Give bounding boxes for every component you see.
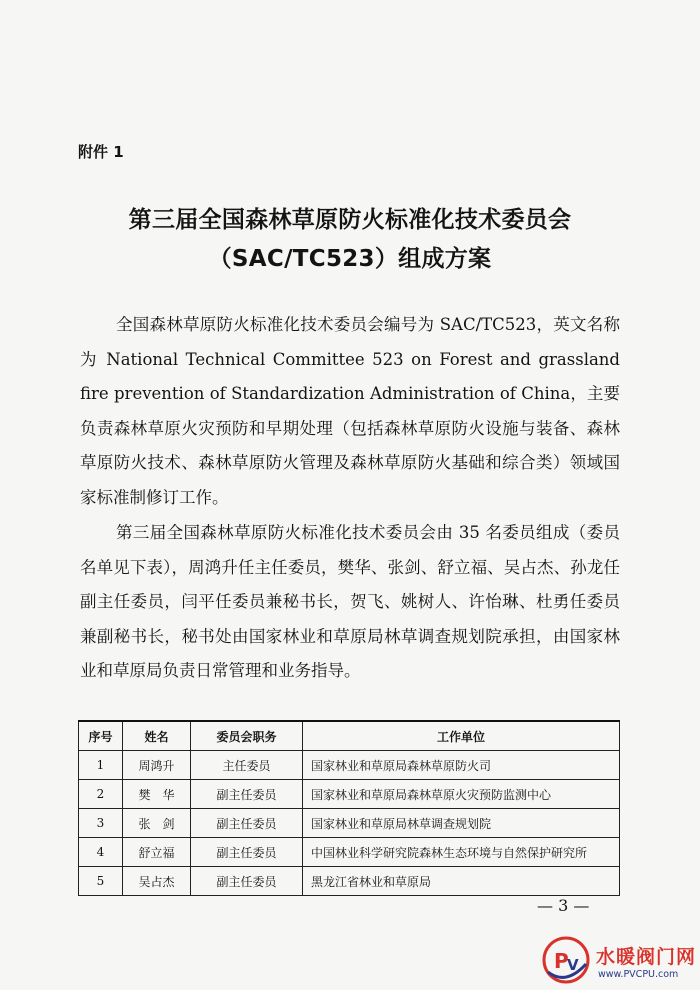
- cell-role: 副主任委员: [191, 809, 303, 838]
- table-row: [79, 780, 620, 809]
- cell-role: 副主任委员: [191, 867, 303, 896]
- paragraph-intro: 全国森林草原防火标准化技术委员会编号为 SAC/TC523，英文名称为 National Technical Committee 523 on Forest and grassland fire prevention of Standardization Administration of China，主要负责森林草原火灾预防和早期处理（包括森林草原防火设施与装备、森林草原防火技术、森林草原防火管理及森林草原防火基础和综合类）领域国家标准制修订工作。: [80, 315, 620, 507]
- cell-unit: 国家林业和草原局森林草原火灾预防监测中心: [303, 780, 620, 809]
- document-title-line2: （SAC/TC523）组成方案: [208, 246, 492, 272]
- header-unit: 工作单位: [303, 721, 620, 751]
- cell-unit: 国家林业和草原局森林草原防火司: [303, 751, 620, 780]
- cell-role: 副主任委员: [191, 838, 303, 867]
- table-header-row: [79, 721, 620, 751]
- member-table: [78, 720, 620, 896]
- svg-text:V: V: [567, 956, 579, 974]
- table-row: [79, 809, 620, 838]
- cell-name: 舒立福: [123, 838, 191, 867]
- cell-index: 2: [79, 780, 123, 809]
- watermark-url: www.PVCPU.com: [598, 969, 679, 980]
- pv-logo-icon: [540, 934, 592, 986]
- table-row: [79, 751, 620, 780]
- cell-index: 4: [79, 838, 123, 867]
- table-row: [79, 838, 620, 867]
- document-title-line1: 第三届全国森林草原防火标准化技术委员会: [128, 207, 572, 233]
- cell-role: 副主任委员: [191, 780, 303, 809]
- cell-name: 周鸿升: [123, 751, 191, 780]
- header-name: 姓名: [123, 721, 191, 751]
- site-watermark: [540, 932, 700, 990]
- attachment-label: 附件 1: [78, 143, 124, 161]
- cell-index: 1: [79, 751, 123, 780]
- cell-name: 樊 华: [123, 780, 191, 809]
- cell-name: 吴占杰: [123, 867, 191, 896]
- page-number: — 3 —: [537, 896, 590, 915]
- cell-name: 张 剑: [123, 809, 191, 838]
- watermark-site-name: 水暖阀门网: [596, 946, 697, 968]
- cell-unit: 中国林业科学研究院森林生态环境与自然保护研究所: [303, 838, 620, 867]
- cell-index: 3: [79, 809, 123, 838]
- cell-index: 5: [79, 867, 123, 896]
- cell-unit: 黑龙江省林业和草原局: [303, 867, 620, 896]
- paragraph-composition: 第三届全国森林草原防火标准化技术委员会由 35 名委员组成（委员名单见下表），周鸿升任主任委员，樊华、张剑、舒立福、吴占杰、孙龙任副主任委员，闫平任委员兼秘书长，贺飞、姚树人、许怡琳、杜勇任委员兼副秘书长，秘书处由国家林业和草原局林草调查规划院承担，由国家林业和草原局负责日常管理和业务指导。: [80, 523, 620, 680]
- cell-unit: 国家林业和草原局林草调查规划院: [303, 809, 620, 838]
- table-row: [79, 867, 620, 896]
- cell-role: 主任委员: [191, 751, 303, 780]
- header-index: 序号: [79, 721, 123, 751]
- header-role: 委员会职务: [191, 721, 303, 751]
- svg-text:P: P: [554, 949, 569, 973]
